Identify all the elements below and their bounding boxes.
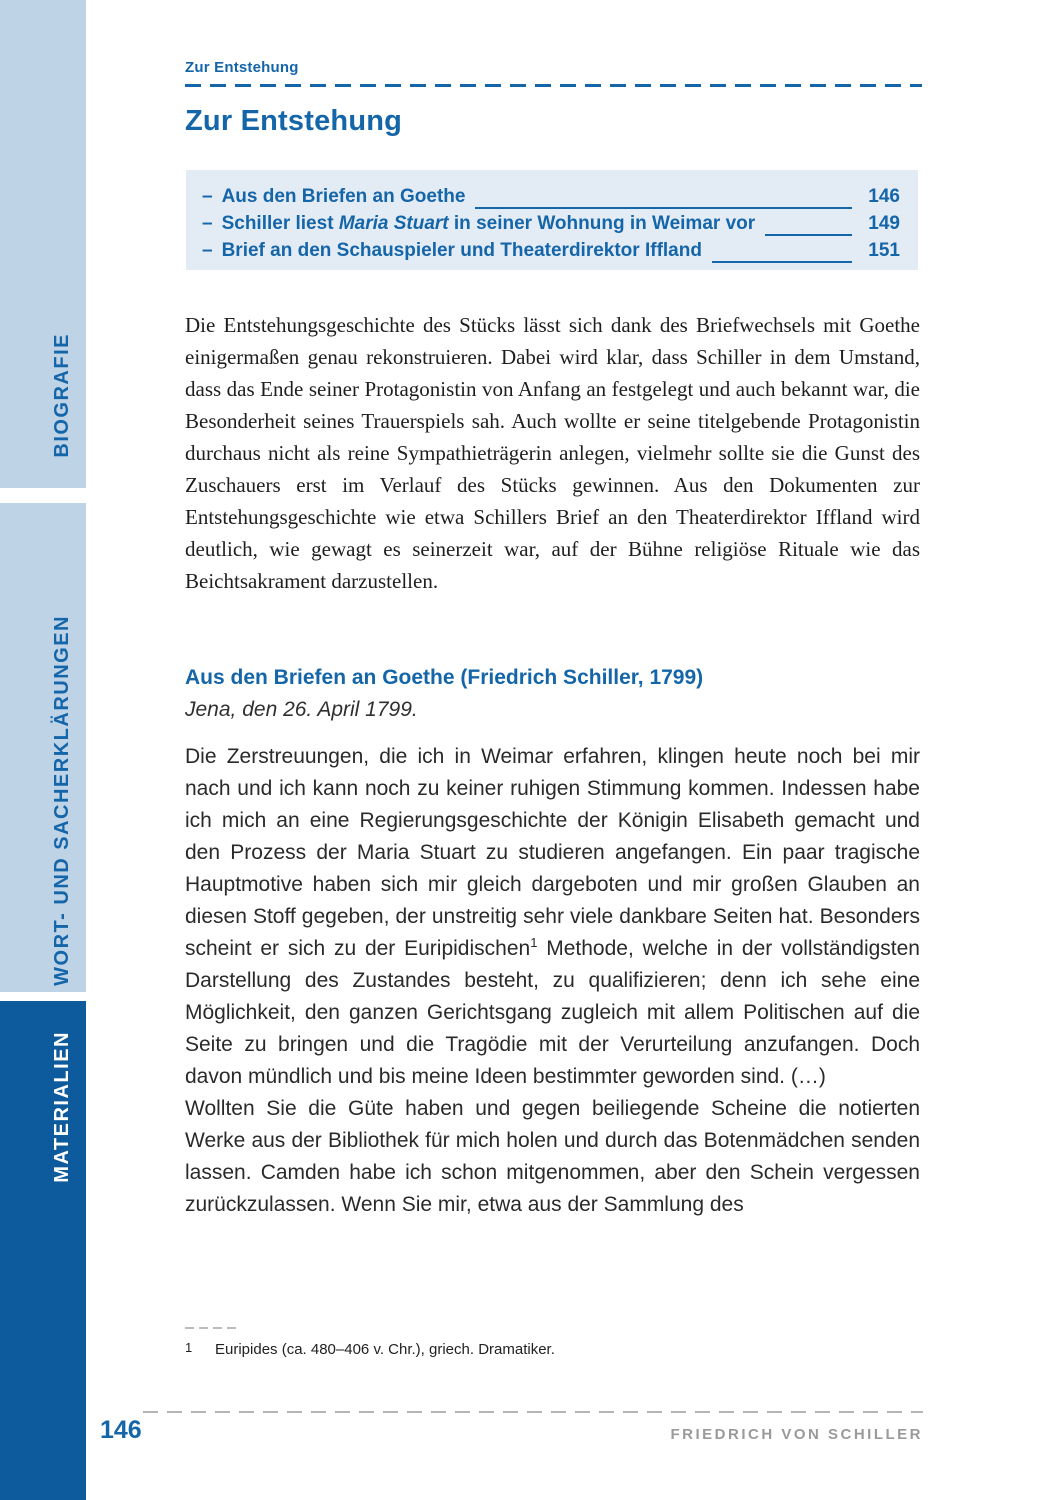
toc-label: Schiller liest Maria Stuart in seiner Wohnung in Weimar vor [221, 213, 756, 234]
page-title: Zur Entstehung [185, 105, 403, 137]
letter-paragraph-1: Die Zerstreuungen, die ich in Weimar erfahren, klingen heute noch bei mir nach und ich kann noch zu keiner ruhigen Stimmung kommen. Indessen habe ich mich an eine Regierungsgeschichte der Königin Elisabeth gemacht und den Prozess der Maria Stuart zu studieren angefangen. Ein paar tragische Hauptmotive haben sich mir gleich dargeboten und mir großen Glauben an diesen Stoff gegeben, der unstreitig sehr viele dankbare Seiten hat. Besonders scheint er sich zu der Euripidischen$^1$ Methode, welche in der vollständigsten Darstellung des Zustandes besteht, zu qualifizieren; denn ich sehe eine Möglichkeit, den ganzen Gerichtsgang zugleich mit allem Politischen auf die Seite zu bringen und die Tragödie mit der Verurteilung anzufangen. Doch davon mündlich und bis meine Ideen bestimmter geworden sind. (…) [185, 745, 920, 1088]
footer-author: FRIEDRICH VON SCHILLER [670, 1426, 923, 1443]
sidebar-tab-biografie [0, 0, 86, 488]
toc-item [202, 240, 900, 267]
footer-page-number: 146 [100, 1416, 142, 1444]
toc-bullet: – [202, 213, 213, 234]
chapter-toc-box [186, 170, 918, 270]
toc-leader-line [765, 234, 852, 236]
toc-item [202, 186, 900, 213]
letter-paragraph-2: Wollten Sie die Güte haben und gegen beiliegende Scheine die notierten Werke aus der Bibliothek für mich holen und durch das Botenmädchen senden lassen. Camden habe ich schon mitgenommen, aber den Schein vergessen zurückzulassen. Wenn Sie mir, etwa aus der Sammlung des [185, 1097, 920, 1216]
sidebar-tab-wort-und-sacherklaerungen [0, 503, 86, 992]
header-dashed-rule [185, 84, 922, 87]
toc-label-italic: Maria Stuart [338, 213, 449, 234]
intro-paragraph: Die Entstehungsgeschichte des Stücks lässt sich dank des Briefwechsels mit Goethe einigermaßen genau rekonstruieren. Dabei wird klar, dass Schiller in dem Umstand, dass das Ende seiner Protagonistin von Anfang an festgelegt und auch bekannt war, die Besonderheit seines Trauerspiels sah. Auch wollte er seine titelgebende Protagonistin durchaus nicht als reine Sympathieträgerin anlegen, vielmehr sollte sie die Gunst des Zuschauers erst im Verlauf des Stücks gewinnen. Aus den Dokumenten zur Entstehungsgeschichte wie etwa Schillers Brief an den Theaterdirektor Iffland wird deutlich, wie gewagt es seinerzeit war, auf der Bühne religiöse Rituale wie das Beichtsakrament darzustellen. [185, 313, 920, 593]
toc-item [202, 213, 900, 240]
footnote-text: Euripides (ca. 480–406 v. Chr.), griech. Dramatiker. [215, 1341, 555, 1358]
footnote-marker: 1 [185, 1340, 193, 1355]
letter-body [185, 741, 920, 1221]
footnote-ref-superscript: 1 [530, 935, 538, 950]
toc-page-number: 149 [868, 213, 900, 234]
toc-label: Brief an den Schauspieler und Theaterdirektor Iffland [221, 240, 702, 261]
sidebar-tab-label: WORT- UND SACHERKLÄRUNGEN [51, 615, 73, 986]
toc-label: Aus den Briefen an Goethe [221, 186, 466, 207]
footnote [185, 1341, 920, 1358]
sidebar-tab-materialien [0, 1001, 86, 1500]
footer-dashed-rule [143, 1411, 923, 1413]
toc-bullet: – [202, 186, 213, 207]
toc-leader-line [712, 261, 852, 263]
letter-dateline: Jena, den 26. April 1799. [185, 698, 418, 721]
toc-bullet: – [202, 240, 213, 261]
toc-page-number: 151 [868, 240, 900, 261]
sidebar-tab-label: MATERIALIEN [51, 1031, 73, 1183]
toc-leader-line [475, 207, 852, 209]
footnote-separator-rule [185, 1327, 237, 1329]
sidebar-tab-label: BIOGRAFIE [51, 333, 73, 458]
running-head: Zur Entstehung [185, 59, 299, 76]
letter-heading: Aus den Briefen an Goethe (Friedrich Schiller, 1799) [185, 666, 704, 689]
toc-page-number: 146 [868, 186, 900, 207]
